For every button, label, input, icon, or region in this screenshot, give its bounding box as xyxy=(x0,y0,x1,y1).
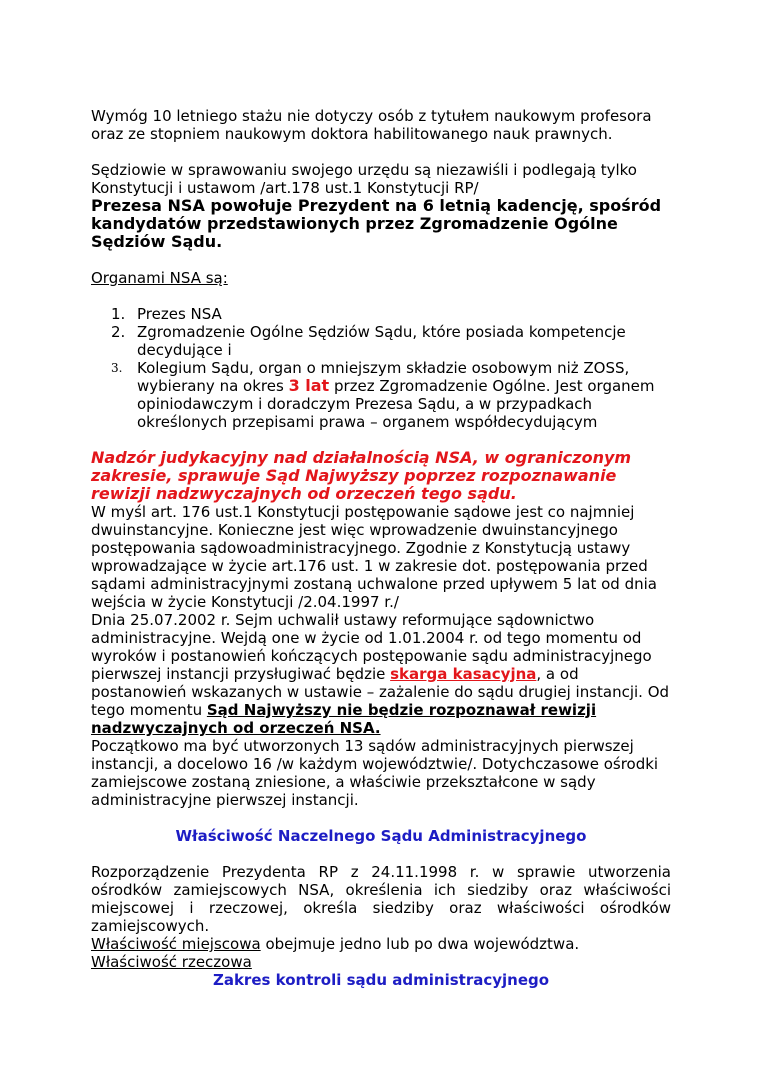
section-heading-control-scope: Zakres kontroli sądu administracyjnego xyxy=(212,971,550,989)
paragraph-reform xyxy=(91,611,671,737)
local-jurisdiction-term: Właściwość miejscowa xyxy=(91,935,261,953)
paragraph-regulation: Rozporządzenie Prezydenta RP z 24.11.1998 r. w sprawie utworzenia ośrodków zamiejscowych NSA, określenia ich siedziby oraz właściwości miejscowej i rzeczowej, określa siedziby oraz właściwości ośrodków zamiejscowych. xyxy=(91,863,671,935)
highlight-term: 3 lat xyxy=(288,376,330,395)
paragraph-habilitation: Wymóg 10 letniego stażu nie dotyczy osób z tytułem naukowym profesora oraz ze stopniem naukowym doktora habilitowanego nauk prawnych. xyxy=(91,107,652,143)
list-number: 1. xyxy=(111,305,126,323)
local-jurisdiction-text: obejmuje jedno lub po dwa województwa. xyxy=(260,935,580,953)
paragraph-president-appointment: Prezesa NSA powołuje Prezydent na 6 letnią kadencję, spośród kandydatów przedstawionych przez Zgromadzenie Ogólne Sędziów Sądu. xyxy=(91,196,662,251)
reform-text: Dnia 25.07.2002 r. Sejm uchwalił ustawy reformujące sądownictwo administracyjne. Wejdą one w życie od 1.01.2004 r. od tego momentu od wyroków i postanowień kończących postępowanie sądu administracyjnego pierwszej instancji przysługiwać będzie xyxy=(91,611,652,683)
list-item-text: Zgromadzenie Ogólne Sędziów Sądu, które posiada kompetencje decydujące i xyxy=(137,323,626,359)
list-number: 2. xyxy=(111,323,126,341)
organs-list xyxy=(91,305,671,431)
list-number: 3. xyxy=(111,361,123,375)
list-item xyxy=(91,323,671,359)
paragraph-two-instance: W myśl art. 176 ust.1 Konstytucji postępowanie sądowe jest co najmniej dwuinstancyjne. Konieczne jest więc wprowadzenie dwuinstancyjnego postępowania sądowoadministracyjnego. Zgodnie z Konstytucją ustawy wprowadzające w życie art.176 ust. 1 w zakresie dot. postępowania przed sądami administracyjnymi zostaną uchwalone przed upływem 5 lat od dnia wejścia w życie Konstytucji /2.04.1997 r./ xyxy=(91,503,657,611)
reform-text-continued: , a od postanowień wskazanych w ustawie – zażalenie do sądu drugiej instancji. Od tego momentu xyxy=(91,665,670,719)
paragraph-judicial-supervision: Nadzór judykacyjny nad działalnością NSA, w ograniczonym zakresie, sprawuje Sąd Najwyższy poprzez rozpoznawanie rewizji nadzwyczajnych od orzeczeń tego sądu. xyxy=(91,448,632,503)
list-item xyxy=(91,359,671,431)
list-item xyxy=(91,305,671,323)
list-item-text-continued: przez Zgromadzenie Ogólne. Jest organem opiniodawczym i doradczym Prezesa Sądu, a w przypadkach określonych przepisami prawa – organem współdecydującym xyxy=(137,377,655,431)
paragraph-courts-count: Początkowo ma być utworzonych 13 sądów administracyjnych pierwszej instancji, a docelowo 16 /w każdym województwie/. Dotychczasowe ośrodki zamiejscowe zostaną zniesione, a właściwie przekształcone w sądy administracyjne pierwszej instancji. xyxy=(91,737,659,809)
supreme-court-statement: Sąd Najwyższy nie będzie rozpoznawał rewizji nadzwyczajnych od orzeczeń NSA. xyxy=(91,701,597,737)
subject-jurisdiction-term: Właściwość rzeczowa xyxy=(91,953,252,971)
document-page xyxy=(91,107,671,989)
list-item-text: Kolegium Sądu, organ o mniejszym składzie osobowym niż ZOSS, wybierany na okres xyxy=(137,359,630,395)
paragraph-local-jurisdiction xyxy=(91,935,671,953)
paragraph-independence: Sędziowie w sprawowaniu swojego urzędu są niezawiśli i podlegają tylko Konstytucji i ustawom /art.178 ust.1 Konstytucji RP/ xyxy=(91,161,637,197)
section-heading-jurisdiction: Właściwość Naczelnego Sądu Administracyjnego xyxy=(175,827,587,845)
list-item-text: Prezes NSA xyxy=(137,305,222,323)
cassation-complaint-term: skarga kasacyjna xyxy=(390,665,537,683)
organs-heading: Organami NSA są: xyxy=(91,269,228,287)
